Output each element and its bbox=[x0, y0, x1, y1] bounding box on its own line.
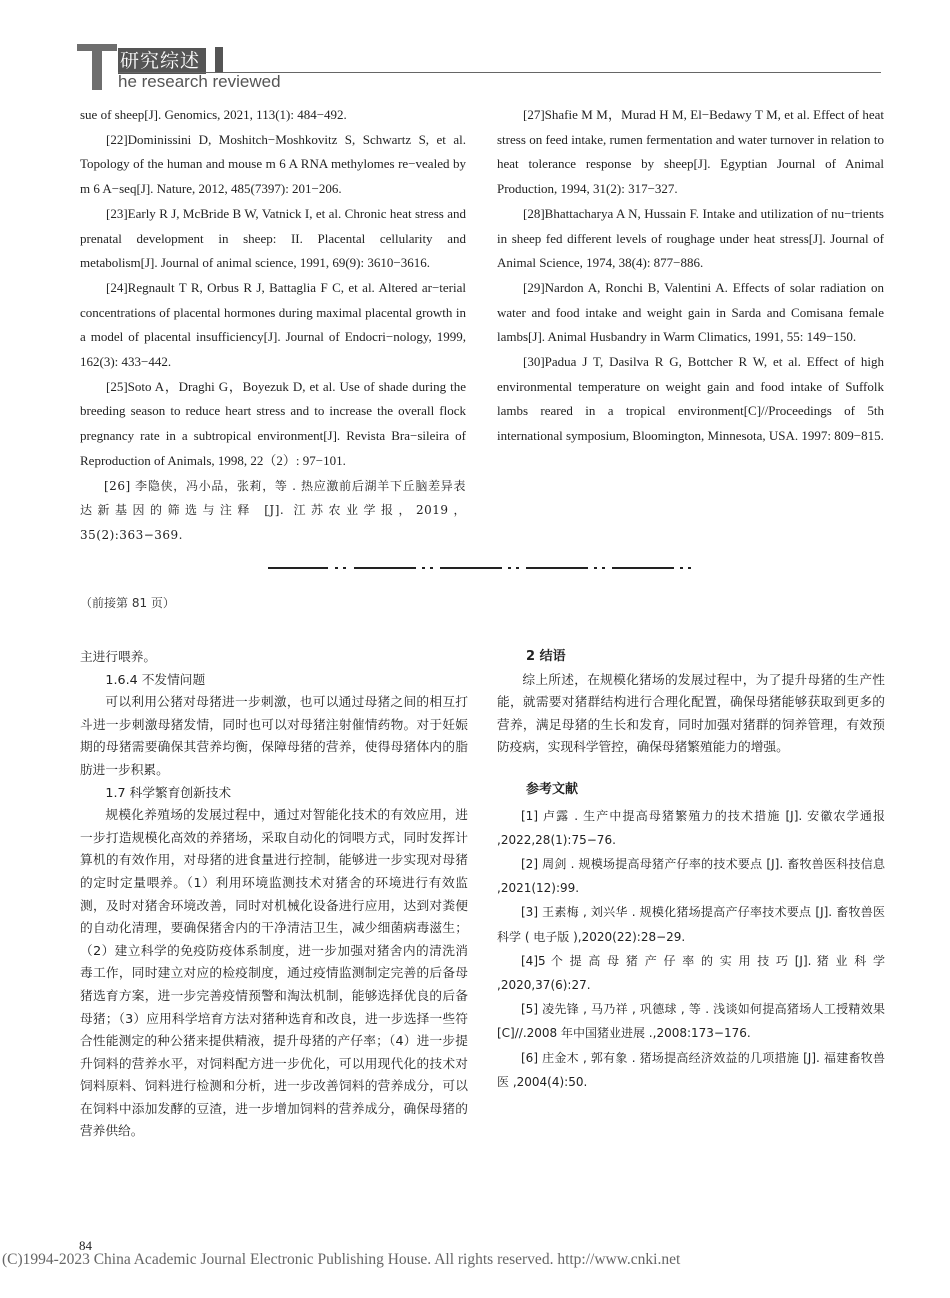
reference-item: sue of sheep[J]. Genomics, 2021, 113(1): 484−492. bbox=[80, 107, 347, 122]
reference-item: [2] 周剑 . 规模场提高母猪产仔率的技术要点 [J]. 畜牧兽医科技信息 ,2021(12):99. bbox=[497, 856, 885, 896]
reference-item: [28]Bhattacharya A N, Hussain F. Intake and utilization of nu−trients in sheep fed different levels of roughage under heat stress[J]. Journal of Animal Science, 1974, 38(4): 877−886. bbox=[497, 205, 884, 271]
reference-item: [5] 凌先锋 , 马乃祥 , 巩德球 , 等 . 浅谈如何提高猪场人工授精效果 [C]//.2008 年中国猪业进展 .,2008:173−176. bbox=[497, 1002, 885, 1041]
paragraph: 主进行喂养。 bbox=[80, 649, 157, 664]
section-title-cn: 研究综述 bbox=[118, 48, 206, 74]
reference-item: [27]Shafie M M，Murad H M, El−Bedawy T M, et al. Effect of heat stress on feed intake, rumen fermentation and water turnover in relation to heat tolerance response by sheep[J]. Egyptian Journal of Animal Production, 1994, 31(2): 317−327. bbox=[497, 107, 884, 197]
section-title-cap bbox=[215, 47, 223, 73]
reference-item: [3] 王素梅 , 刘兴华 . 规模化猪场提高产仔率技术要点 [J]. 畜牧兽医科学 ( 电子版 ),2020(22):28−29. bbox=[497, 905, 885, 944]
reference-item: [22]Dominissini D, Moshitch−Moshkovitz S, Schwartz S, et al. Topology of the human and mouse m 6 A RNA methylomes re−vealed by m 6 A−seq[J]. Nature, 2012, 485(7397): 201−206. bbox=[80, 131, 466, 197]
paragraph: 可以利用公猪对母猪进一步刺激，也可以通过母猪之间的相互打斗进一步刺激母猪发情，同时也可以对母猪注射催情药物。对于妊娠期的母猪需要确保其营养均衡，保障母猪的营养，使得母猪体内的脂肪进一步积累。 bbox=[80, 694, 468, 777]
paragraph: 综上所述，在规模化猪场的发展过程中，为了提升母猪的生产性能，就需要对猪群结构进行合理化配置，确保母猪能够获取到更多的营养，满足母猪的生长和发育，同时加强对猪群的饲养管理，有效预防疫病，实现科学管控，确保母猪繁殖能力的增强。 bbox=[497, 671, 885, 755]
subsection-heading: 1.7 科学繁育创新技术 bbox=[105, 784, 232, 800]
section-separator bbox=[268, 566, 692, 570]
reference-item: [1] 卢露 . 生产中提高母猪繁殖力的技术措施 [J]. 安徽农学通报 ,2022,28(1):75−76. bbox=[497, 808, 885, 847]
reference-item: [29]Nardon A, Ronchi B, Valentini A. Effects of solar radiation on water and food intake and weight gain in Sarda and Comisana female lambs[J]. Animal Husbandry in Warm Climatics, 1991, 55: 149−150. bbox=[497, 279, 884, 345]
reference-item: [25]Soto A，Draghi G，Boyezuk D, et al. Use of shade during the breeding season to reduce heart stress and to increase the overall flock pregnancy rate in a subtropical environment[J]. Revista Bra−sileira of Reproduction of Animals, 1998, 22（2）: 97−101. bbox=[80, 378, 466, 468]
reference-item: [4]5 个 提 高 母 猪 产 仔 率 的 实 用 技 巧 [J]. 猪 业 科 学 ,2020,37(6):27. bbox=[497, 953, 885, 992]
continued-from-note: （前接第 81 页） bbox=[80, 596, 175, 610]
section-title-en: he research reviewed bbox=[118, 72, 281, 91]
page-number: 84 bbox=[79, 1238, 92, 1253]
copyright-notice: (C)1994-2023 China Academic Journal Electronic Publishing House. All rights reserved. http://www.cnki.net bbox=[2, 1251, 681, 1268]
journal-logo-letter bbox=[77, 44, 117, 90]
article-body-right bbox=[497, 646, 885, 1094]
reference-item: [23]Early R J, McBride B W, Vatnick I, et al. Chronic heat stress and prenatal development in sheep: II. Placental cellularity and metabolism[J]. Journal of animal science, 1991, 69(9): 3610−3616. bbox=[80, 205, 466, 271]
references-left-column bbox=[80, 103, 466, 548]
reference-item: [24]Regnault T R, Orbus R J, Battaglia F C, et al. Altered ar−terial concentrations of placental hormones during maximal placental growth in a model of placental insufficiency[J]. Journal of Endocri−nology, 1999, 162(3): 433−442. bbox=[80, 279, 466, 370]
reference-item: [6] 庄金木 , 郭有象 . 猪场提高经济效益的几项措施 [J]. 福建畜牧兽医 ,2004(4):50. bbox=[497, 1050, 885, 1089]
reference-item: [26] 李隐侠，冯小品，张莉，等 . 热应激前后湖羊下丘脑差异表达新基因的筛选与注释 [J]. 江苏农业学报，2019，35(2):363−369. bbox=[80, 478, 466, 542]
article-body-left bbox=[80, 646, 468, 1143]
references-right-column bbox=[497, 103, 884, 449]
paragraph: 规模化养殖场的发展过程中，通过对智能化技术的有效应用，进一步打造规模化高效的养猪场，采取自动化的饲喂方式，同时发挥计算机的有效作用，对母猪的进食量进行控制，能够进一步实现对母猪的定时定量喂养。（1）利用环境监测技术对猪舍的环境进行有效监测，及时对猪舍环境改善，同时对机械化设备进行应用，达到对粪便的自动化清理，要确保猪舍内的干净清洁卫生，减少细菌病毒滋生；（2）建立科学的免疫防疫体系制度，进一步加强对猪舍内的清洗消毒工作，同时建立对应的检疫制度，通过疫情监测制定完善的后备母猪选育方案，进一步完善疫情预警和淘汰机制，能够选择优良的后备母猪；（3）应用科学培育方法对猪种选育和改良，进一步选择一些符合性能测定的种公猪来提供精液，提升母猪的产仔率；（4）进一步提升饲料的营养水平，对饲料配方进一步优化，可以用现代化的技术对饲料原料、饲料进行检测和分析，进一步改善饲料的营养成分，可以在饲料中添加发酵的豆渣，进一步增加饲料的营养成分，确保母猪的营养供给。 bbox=[80, 807, 468, 1139]
section-heading: 2 结语 bbox=[526, 649, 566, 664]
references-heading: 参考文献 bbox=[526, 781, 579, 797]
reference-item: [30]Padua J T, Dasilva R G, Bottcher R W, et al. Effect of high environmental temperature on weight gain and food intake of Suffolk lambs reared in a tropical environment[C]//Proceedings of 5th international symposium, Bloomington, Minnesota, USA. 1997: 809−815. bbox=[497, 354, 884, 444]
subsection-heading: 1.6.4 不发情问题 bbox=[105, 671, 206, 687]
